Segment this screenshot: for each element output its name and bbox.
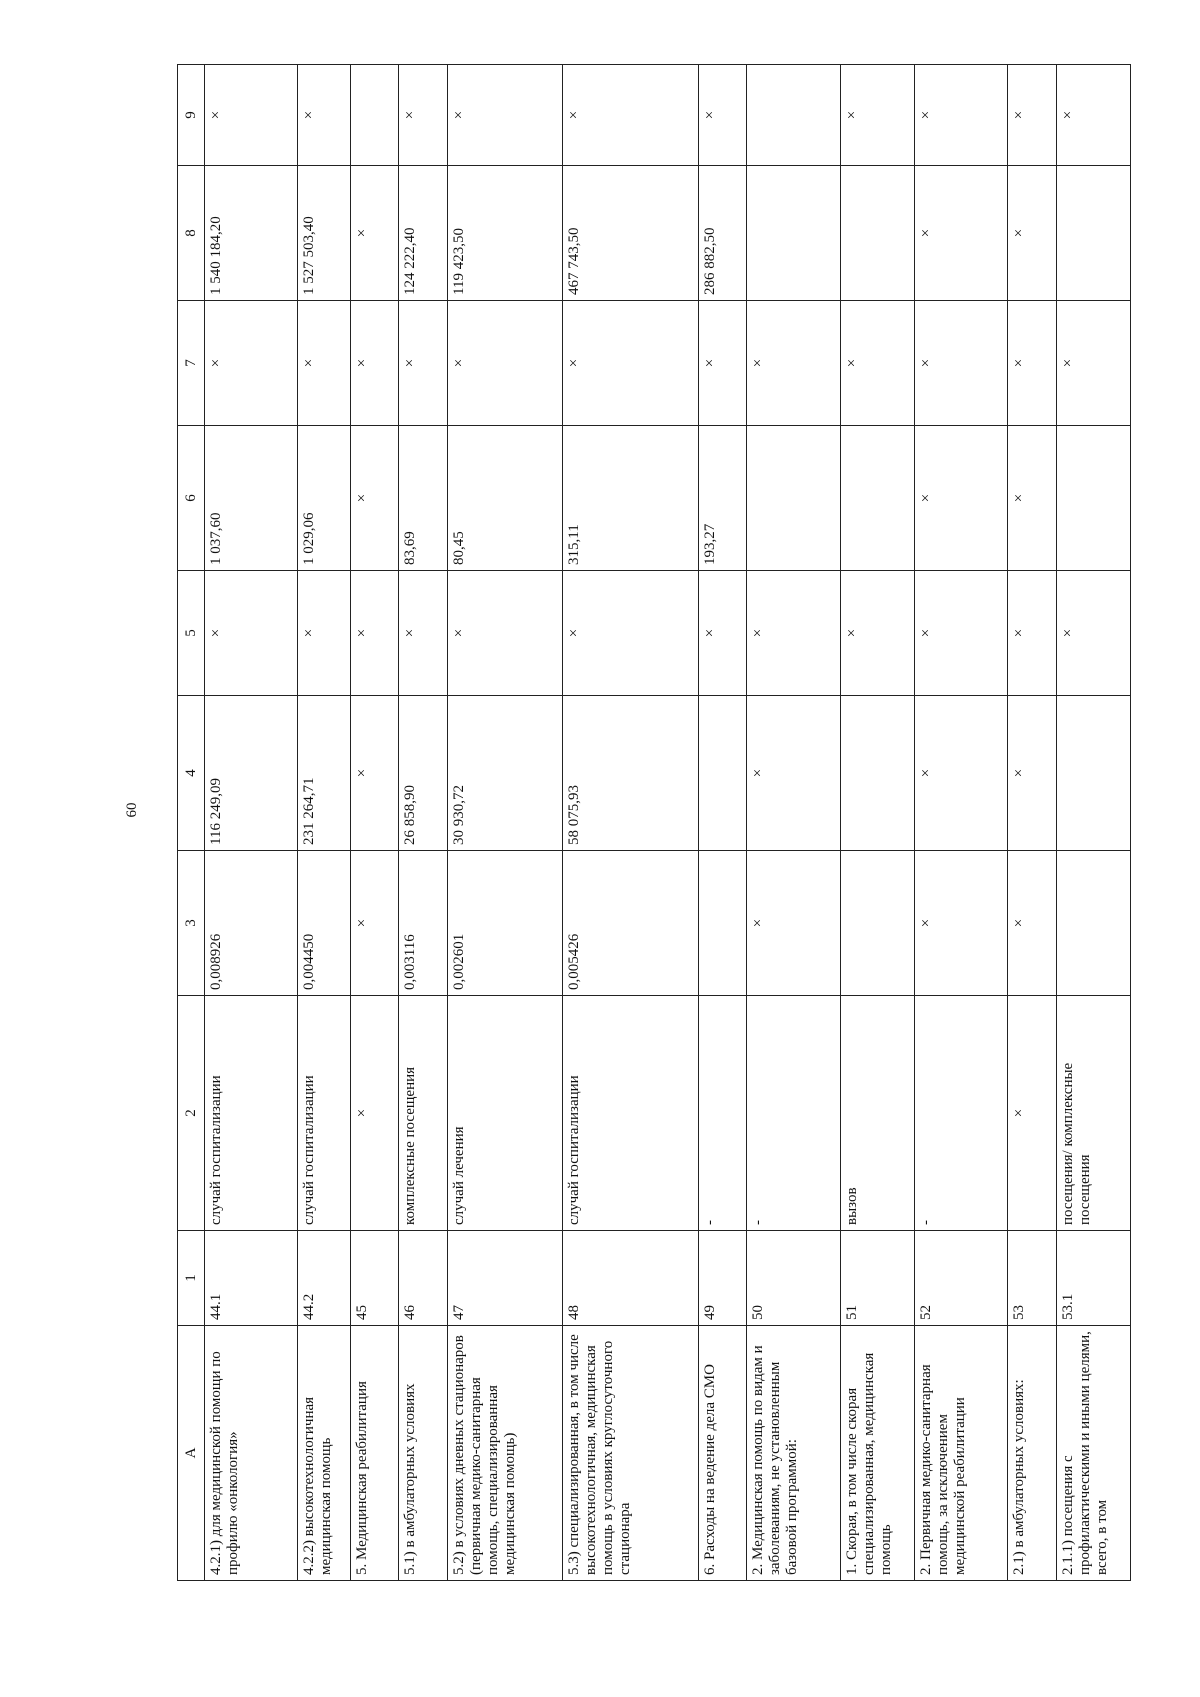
total-cost-cell: 1 527 503,40: [298, 166, 350, 301]
table-row: [840, 65, 914, 1581]
col9-cell: ×: [1008, 65, 1057, 166]
col9-cell: [747, 65, 840, 166]
row-label-cell: 2. Медицинская помощь по видам и заболеваниям, не установленным базовой программой:: [747, 1326, 840, 1581]
col7-cell: ×: [840, 301, 914, 426]
unit-cell: -: [747, 996, 840, 1231]
row-code-cell: 45: [350, 1231, 399, 1326]
row-code-cell: 52: [914, 1231, 1007, 1326]
total-cost-cell: [840, 166, 914, 301]
col7-cell: ×: [1056, 301, 1130, 426]
cost-per-unit-cell: ×: [1008, 696, 1057, 851]
column-header: 4: [178, 696, 205, 851]
cost-per-unit-cell: 116 249,09: [205, 696, 298, 851]
column-header: A: [178, 1326, 205, 1581]
col9-cell: ×: [298, 65, 350, 166]
row-code-cell: 46: [399, 1231, 448, 1326]
total-cost-cell: [1056, 166, 1130, 301]
col5-cell: ×: [298, 571, 350, 696]
unit-cell: случай госпитализации: [563, 996, 699, 1231]
unit-cell: вызов: [840, 996, 914, 1231]
unit-cell: -: [914, 996, 1007, 1231]
col5-cell: ×: [447, 571, 562, 696]
volume-cell: ×: [1008, 851, 1057, 996]
total-cost-cell: ×: [350, 166, 399, 301]
row-label-cell: 5.1) в амбулаторных условиях: [399, 1326, 448, 1581]
volume-cell: ×: [747, 851, 840, 996]
col7-cell: ×: [563, 301, 699, 426]
per-capita-cell: 83,69: [399, 426, 448, 571]
table-frame: [177, 65, 1131, 1581]
volume-cell: 0,005426: [563, 851, 699, 996]
row-code-cell: 53.1: [1056, 1231, 1130, 1326]
row-label-cell: 2.1.1) посещения с профилактическими и иными целями, всего, в том: [1056, 1326, 1130, 1581]
col5-cell: ×: [399, 571, 448, 696]
unit-cell: случай лечения: [447, 996, 562, 1231]
unit-cell: случай госпитализации: [205, 996, 298, 1231]
unit-cell: комплексные посещения: [399, 996, 448, 1231]
total-cost-cell: ×: [914, 166, 1007, 301]
row-label-cell: 1. Скорая, в том числе скорая специализированная, медицинская помощь: [840, 1326, 914, 1581]
row-label-cell: 5.2) в условиях дневных стационаров (первичная медико-санитарная помощь, специализированная медицинская помощь): [447, 1326, 562, 1581]
row-label-cell: 5. Медицинская реабилитация: [350, 1326, 399, 1581]
page-number: 60: [124, 802, 140, 818]
volume-cell: [698, 851, 747, 996]
per-capita-cell: [747, 426, 840, 571]
column-header: 9: [178, 65, 205, 166]
cost-per-unit-cell: 231 264,71: [298, 696, 350, 851]
cost-per-unit-cell: [840, 696, 914, 851]
total-cost-cell: 1 540 184,20: [205, 166, 298, 301]
table-body: [205, 65, 1131, 1581]
col9-cell: ×: [840, 65, 914, 166]
col9-cell: ×: [1056, 65, 1130, 166]
total-cost-cell: 124 222,40: [399, 166, 448, 301]
row-code-cell: 50: [747, 1231, 840, 1326]
per-capita-cell: ×: [350, 426, 399, 571]
cost-per-unit-cell: 30 930,72: [447, 696, 562, 851]
per-capita-cell: [1056, 426, 1130, 571]
volume-cell: 0,003116: [399, 851, 448, 996]
col5-cell: ×: [840, 571, 914, 696]
col7-cell: ×: [1008, 301, 1057, 426]
row-label-cell: 2.1) в амбулаторных условиях:: [1008, 1326, 1057, 1581]
col9-cell: ×: [399, 65, 448, 166]
per-capita-cell: 1 029,06: [298, 426, 350, 571]
col5-cell: ×: [563, 571, 699, 696]
total-cost-cell: ×: [1008, 166, 1057, 301]
table-row: [1056, 65, 1130, 1581]
column-header: 5: [178, 571, 205, 696]
cost-per-unit-cell: ×: [914, 696, 1007, 851]
per-capita-cell: ×: [1008, 426, 1057, 571]
table-header: [178, 65, 205, 1581]
per-capita-cell: 315,11: [563, 426, 699, 571]
per-capita-cell: [840, 426, 914, 571]
col7-cell: ×: [399, 301, 448, 426]
row-code-cell: 49: [698, 1231, 747, 1326]
column-header: 7: [178, 301, 205, 426]
col9-cell: ×: [205, 65, 298, 166]
unit-cell: посещения/ комплексные посещения: [1056, 996, 1130, 1231]
budget-table: [177, 64, 1131, 1581]
table-row: [298, 65, 350, 1581]
col7-cell: ×: [447, 301, 562, 426]
table-row: [350, 65, 399, 1581]
cost-per-unit-cell: 26 858,90: [399, 696, 448, 851]
row-code-cell: 44.2: [298, 1231, 350, 1326]
per-capita-cell: ×: [914, 426, 1007, 571]
unit-cell: -: [698, 996, 747, 1231]
table-row: [205, 65, 298, 1581]
row-label-cell: 5.3) специализированная, в том числе высокотехнологичная, медицинская помощь в условиях круглосуточного стационара: [563, 1326, 699, 1581]
table-row: [747, 65, 840, 1581]
row-label-cell: 4.2.1) для медицинской помощи по профилю «онкология»: [205, 1326, 298, 1581]
row-label-cell: 2. Первичная медико-санитарная помощь, за исключением медицинской реабилитации: [914, 1326, 1007, 1581]
col9-cell: [350, 65, 399, 166]
column-header: 3: [178, 851, 205, 996]
total-cost-cell: [747, 166, 840, 301]
total-cost-cell: 119 423,50: [447, 166, 562, 301]
row-code-cell: 44.1: [205, 1231, 298, 1326]
column-header: 8: [178, 166, 205, 301]
col7-cell: ×: [698, 301, 747, 426]
table-row: [1008, 65, 1057, 1581]
col5-cell: ×: [205, 571, 298, 696]
unit-cell: ×: [1008, 996, 1057, 1231]
cost-per-unit-cell: ×: [350, 696, 399, 851]
unit-cell: ×: [350, 996, 399, 1231]
row-code-cell: 51: [840, 1231, 914, 1326]
col7-cell: ×: [914, 301, 1007, 426]
column-header: 1: [178, 1231, 205, 1326]
col7-cell: ×: [298, 301, 350, 426]
row-code-cell: 53: [1008, 1231, 1057, 1326]
total-cost-cell: 286 882,50: [698, 166, 747, 301]
col9-cell: ×: [447, 65, 562, 166]
table-row: [447, 65, 562, 1581]
table-row: [914, 65, 1007, 1581]
col7-cell: ×: [350, 301, 399, 426]
column-header: 6: [178, 426, 205, 571]
row-code-cell: 47: [447, 1231, 562, 1326]
col9-cell: ×: [563, 65, 699, 166]
per-capita-cell: 80,45: [447, 426, 562, 571]
row-label-cell: 6. Расходы на ведение дела СМО: [698, 1326, 747, 1581]
col5-cell: ×: [350, 571, 399, 696]
column-header: 2: [178, 996, 205, 1231]
row-code-cell: 48: [563, 1231, 699, 1326]
cost-per-unit-cell: 58 075,93: [563, 696, 699, 851]
cost-per-unit-cell: [698, 696, 747, 851]
col5-cell: ×: [914, 571, 1007, 696]
row-label-cell: 4.2.2) высокотехнологичная медицинская помощь: [298, 1326, 350, 1581]
volume-cell: [840, 851, 914, 996]
col5-cell: ×: [698, 571, 747, 696]
col7-cell: ×: [747, 301, 840, 426]
per-capita-cell: 193,27: [698, 426, 747, 571]
col7-cell: ×: [205, 301, 298, 426]
cost-per-unit-cell: [1056, 696, 1130, 851]
volume-cell: [1056, 851, 1130, 996]
volume-cell: 0,002601: [447, 851, 562, 996]
volume-cell: ×: [914, 851, 1007, 996]
table-row: [698, 65, 747, 1581]
cost-per-unit-cell: ×: [747, 696, 840, 851]
table-row: [563, 65, 699, 1581]
header-row: [178, 65, 205, 1581]
per-capita-cell: 1 037,60: [205, 426, 298, 571]
col5-cell: ×: [1008, 571, 1057, 696]
col9-cell: ×: [914, 65, 1007, 166]
unit-cell: случай госпитализации: [298, 996, 350, 1231]
volume-cell: 0,004450: [298, 851, 350, 996]
volume-cell: 0,008926: [205, 851, 298, 996]
col5-cell: ×: [1056, 571, 1130, 696]
volume-cell: ×: [350, 851, 399, 996]
total-cost-cell: 467 743,50: [563, 166, 699, 301]
col5-cell: ×: [747, 571, 840, 696]
col9-cell: ×: [698, 65, 747, 166]
table-row: [399, 65, 448, 1581]
